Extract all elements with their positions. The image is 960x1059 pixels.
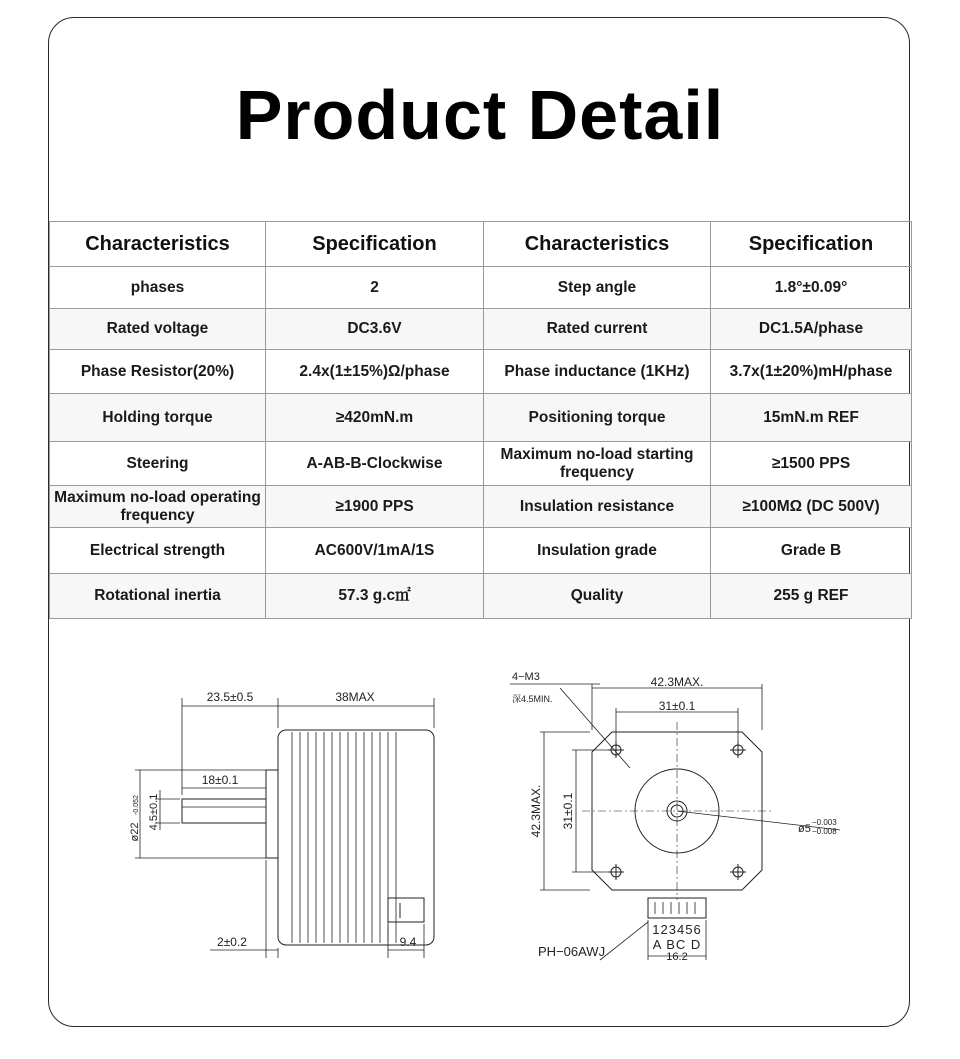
dim-connector: 9.4 — [399, 935, 417, 949]
header-specification: Specification — [266, 222, 484, 267]
table-cell: 2 — [266, 267, 484, 309]
motor-boss — [266, 770, 278, 858]
technical-drawings — [60, 660, 900, 980]
table-cell: ≥100MΩ (DC 500V) — [711, 486, 912, 528]
motor-body-fins — [292, 732, 396, 943]
table-row — [50, 528, 912, 574]
table-cell: Phase inductance (1KHz) — [484, 350, 711, 394]
header-characteristics: Characteristics — [484, 222, 711, 267]
table-row — [50, 442, 912, 486]
table-cell: Maximum no-load operating frequency — [50, 486, 266, 528]
table-cell: 1.8°±0.09° — [711, 267, 912, 309]
header-characteristics: Characteristics — [50, 222, 266, 267]
connector-pins: 123456 — [652, 922, 702, 937]
table-cell: phases — [50, 267, 266, 309]
table-cell: ≥1500 PPS — [711, 442, 912, 486]
table-cell: Rated current — [484, 309, 711, 350]
side-view-drawing — [129, 690, 434, 958]
dim-screw-depth: 深4.5MIN. — [512, 694, 553, 704]
dim-boss-tolerance: -0.052 — [133, 795, 140, 815]
table-cell: Rotational inertia — [50, 574, 266, 619]
table-cell: ≥1900 PPS — [266, 486, 484, 528]
table-cell: ≥420mN.m — [266, 394, 484, 442]
table-cell: Steering — [50, 442, 266, 486]
table-row — [50, 267, 912, 309]
table-cell: Phase Resistor(20%) — [50, 350, 266, 394]
dim-shaft-tol-lower: −0.008 — [812, 827, 837, 836]
connector-phases: A BC D — [652, 937, 702, 952]
page-title: Product Detail — [235, 76, 725, 154]
table-cell: Grade B — [711, 528, 912, 574]
table-cell: 255 g REF — [711, 574, 912, 619]
table-cell: Holding torque — [50, 394, 266, 442]
table-row — [50, 350, 912, 394]
table-cell: DC1.5A/phase — [711, 309, 912, 350]
table-row — [50, 309, 912, 350]
table-cell: 3.7x(1±20%)mH/phase — [711, 350, 912, 394]
table-cell: Positioning torque — [484, 394, 711, 442]
front-connector — [648, 898, 706, 918]
dim-boss-height: 2±0.2 — [217, 935, 247, 949]
connector-width: 16.2 — [666, 951, 688, 963]
dim-boss-diameter: ø22 — [129, 822, 141, 842]
table-cell: AC600V/1mA/1S — [266, 528, 484, 574]
table-cell: Insulation resistance — [484, 486, 711, 528]
spec-table — [49, 221, 912, 619]
table-row — [50, 394, 912, 442]
table-cell: Electrical strength — [50, 528, 266, 574]
table-cell: Quality — [484, 574, 711, 619]
table-cell: 2.4x(1±15%)Ω/phase — [266, 350, 484, 394]
table-header-row — [50, 222, 912, 267]
table-cell: 15mN.m REF — [711, 394, 912, 442]
dim-hole-spacing-h: 31±0.1 — [658, 699, 696, 713]
dim-hole-spacing-v: 31±0.1 — [561, 792, 575, 830]
dim-shaft: ø5 — [798, 823, 811, 835]
connector-model: PH−06AWJ — [538, 944, 606, 959]
table-cell: Rated voltage — [50, 309, 266, 350]
dim-shaft-tol-upper: −0.003 — [812, 818, 837, 827]
table-row — [50, 574, 912, 619]
dim-body-length: 38MAX — [335, 690, 375, 704]
table-cell: Maximum no-load starting frequency — [484, 442, 711, 486]
header-specification: Specification — [711, 222, 912, 267]
table-cell: 57.3 g.c㎡ — [266, 574, 484, 619]
dim-width: 42.3MAX. — [650, 675, 704, 689]
motor-connector — [388, 898, 424, 922]
dim-screw: 4−M3 — [512, 671, 540, 683]
front-view-drawing — [510, 671, 840, 963]
table-cell: Step angle — [484, 267, 711, 309]
table-row — [50, 486, 912, 528]
dim-flat-length: 18±0.1 — [201, 773, 239, 787]
table-cell: Insulation grade — [484, 528, 711, 574]
dim-shaft-length: 23.5±0.5 — [206, 690, 254, 704]
table-cell: A-AB-B-Clockwise — [266, 442, 484, 486]
dim-height: 42.3MAX. — [529, 784, 543, 838]
motor-shaft — [182, 799, 266, 823]
table-cell: DC3.6V — [266, 309, 484, 350]
dim-flat-depth: 4.5±0.1 — [148, 793, 160, 831]
